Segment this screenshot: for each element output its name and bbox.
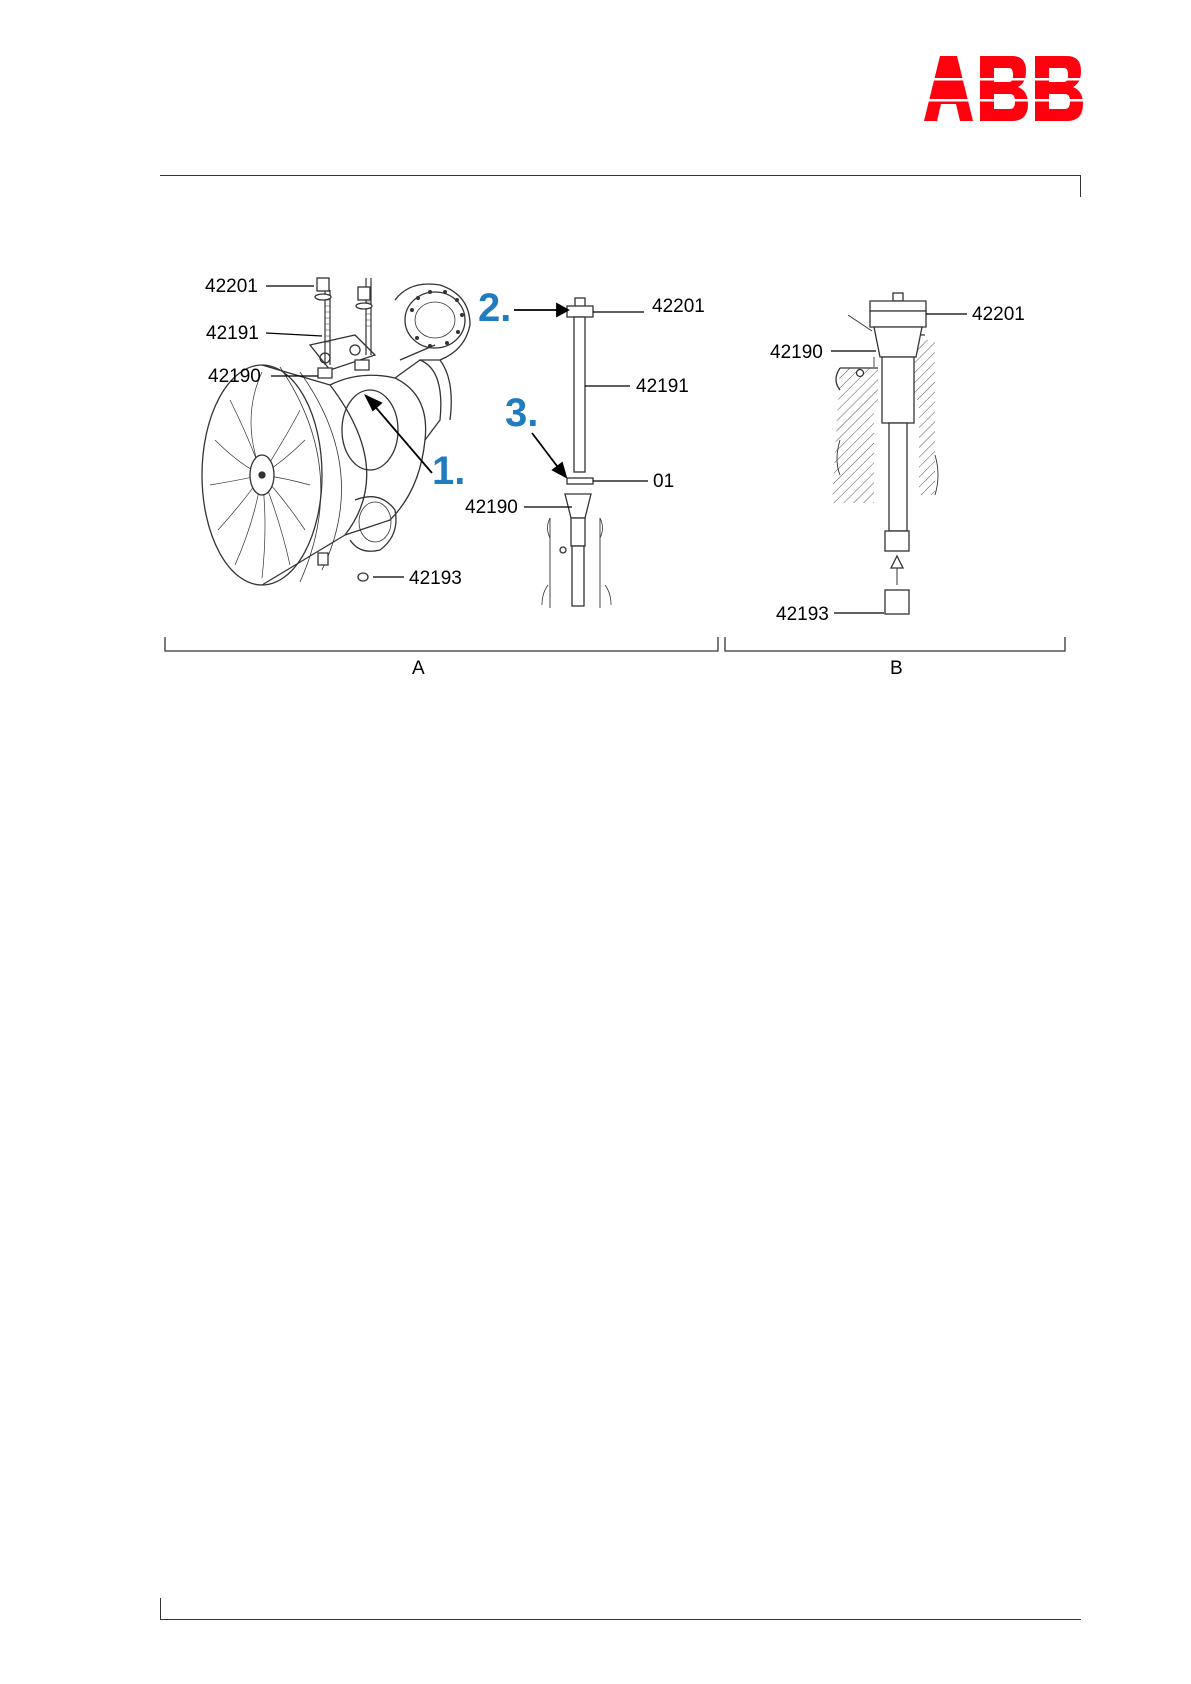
label-42201-b: 42201 bbox=[972, 304, 1025, 325]
step-3: 3. bbox=[505, 391, 539, 435]
label-42191-exploded: 42191 bbox=[636, 376, 689, 397]
label-42191-a: 42191 bbox=[206, 323, 259, 344]
step-2: 2. bbox=[478, 286, 512, 330]
footer-rule bbox=[160, 1619, 1081, 1620]
footer-rule-tick bbox=[160, 1598, 161, 1619]
label-42193-a: 42193 bbox=[409, 568, 462, 589]
label-42201-exploded: 42201 bbox=[652, 296, 705, 317]
figure-brackets bbox=[165, 637, 1065, 651]
label-42190-b: 42190 bbox=[770, 342, 823, 363]
caption-b: B bbox=[890, 658, 903, 679]
label-01: 01 bbox=[653, 471, 675, 492]
label-42190-a: 42190 bbox=[208, 366, 261, 387]
label-42201-a: 42201 bbox=[205, 276, 258, 297]
label-42190-exploded: 42190 bbox=[465, 497, 518, 518]
section-view-drawing bbox=[832, 293, 938, 614]
label-42193-b: 42193 bbox=[776, 604, 829, 625]
exploded-assembly-figure bbox=[0, 0, 1191, 700]
step-1: 1. bbox=[432, 449, 466, 493]
caption-a: A bbox=[412, 658, 425, 679]
